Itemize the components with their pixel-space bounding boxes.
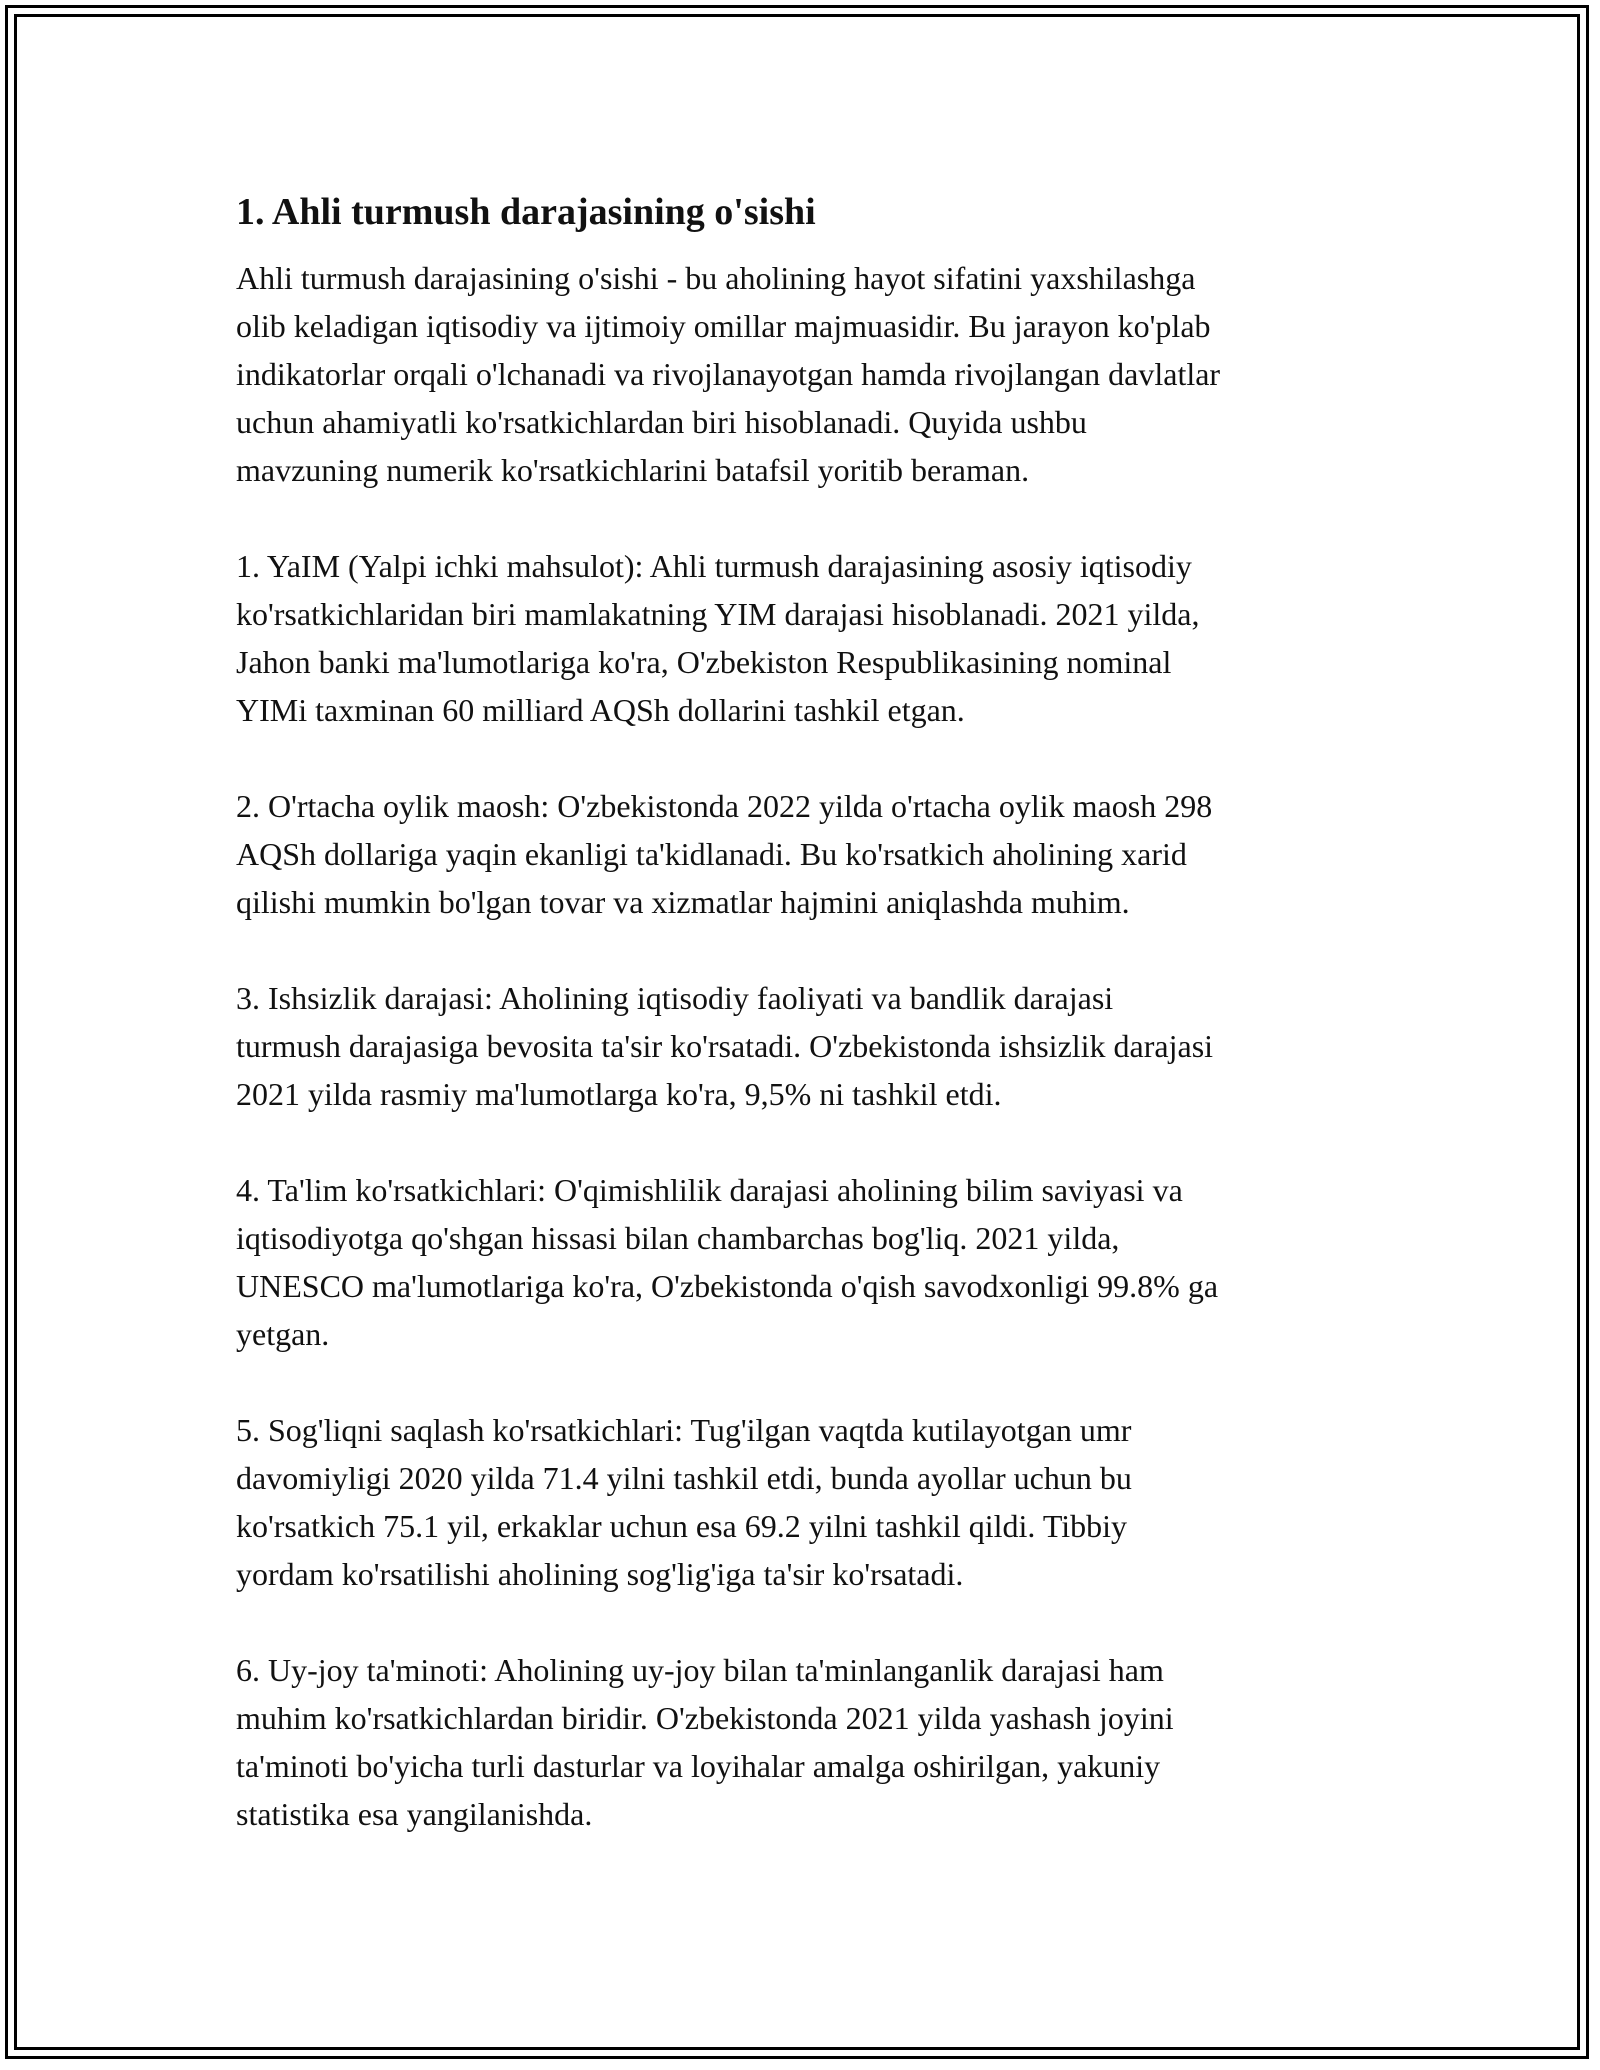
text-line: yetgan. [236,1316,330,1352]
text-line: 5. Sog'liqni saqlash ko'rsatkichlari: Tug'ilgan vaqtda kutilayotgan umr [236,1412,1132,1448]
paragraph-education [236,1166,1366,1358]
paragraph-housing [236,1646,1366,1838]
paragraph-intro [236,254,1366,494]
text-line: yordam ko'rsatilishi aholining sog'lig'iga ta'sir ko'rsatadi. [236,1556,964,1592]
text-line: muhim ko'rsatkichlardan biridir. O'zbekistonda 2021 yilda yashash joyini [236,1700,1174,1736]
paragraph-unemployment [236,974,1366,1118]
text-line: indikatorlar orqali o'lchanadi va rivojlanayotgan hamda rivojlangan davlatlar [236,356,1221,392]
text-line: Jahon banki ma'lumotlariga ko'ra, O'zbekiston Respublikasining nominal [236,644,1172,680]
document-title: 1. Ahli turmush darajasining o'sishi [236,191,816,233]
text-line: Ahli turmush darajasining o'sishi - bu aholining hayot sifatini yaxshilashga [236,260,1196,296]
text-line: ko'rsatkichlaridan biri mamlakatning YIM darajasi hisoblanadi. 2021 yilda, [236,596,1200,632]
paragraph-salary [236,782,1366,926]
text-line: 3. Ishsizlik darajasi: Aholining iqtisodiy faoliyati va bandlik darajasi [236,980,1114,1016]
text-line: UNESCO ma'lumotlariga ko'ra, O'zbekistonda o'qish savodxonligi 99.8% ga [236,1268,1219,1304]
text-line: mavzuning numerik ko'rsatkichlarini batafsil yoritib beraman. [236,452,1030,488]
text-line: statistika esa yangilanishda. [236,1796,593,1832]
text-line: uchun ahamiyatli ko'rsatkichlardan biri hisoblanadi. Quyida ushbu [236,404,1087,440]
document-body [236,186,1366,1886]
text-line: iqtisodiyotga qo'shgan hissasi bilan chambarchas bog'liq. 2021 yilda, [236,1220,1120,1256]
text-line: YIMi taxminan 60 milliard AQSh dollarini tashkil etgan. [236,692,965,728]
paragraph-gdp [236,542,1366,734]
text-line: davomiyligi 2020 yilda 71.4 yilni tashkil etdi, bunda ayollar uchun bu [236,1460,1132,1496]
text-line: qilishi mumkin bo'lgan tovar va xizmatlar hajmini aniqlashda muhim. [236,884,1130,920]
text-line: olib keladigan iqtisodiy va ijtimoiy omillar majmuasidir. Bu jarayon ko'plab [236,308,1211,344]
text-line: 4. Ta'lim ko'rsatkichlari: O'qimishlilik darajasi aholining bilim saviyasi va [236,1172,1183,1208]
text-line: AQSh dollariga yaqin ekanligi ta'kidlanadi. Bu ko'rsatkich aholining xarid [236,836,1187,872]
text-line: 6. Uy-joy ta'minoti: Aholining uy-joy bilan ta'minlanganlik darajasi ham [236,1652,1164,1688]
text-line: turmush darajasiga bevosita ta'sir ko'rsatadi. O'zbekistonda ishsizlik darajasi [236,1028,1214,1064]
text-line: 2021 yilda rasmiy ma'lumotlarga ko'ra, 9,5% ni tashkil etdi. [236,1076,1002,1112]
text-line: ta'minoti bo'yicha turli dasturlar va loyihalar amalga oshirilgan, yakuniy [236,1748,1161,1784]
text-line: 1. YaIM (Yalpi ichki mahsulot): Ahli turmush darajasining asosiy iqtisodiy [236,548,1192,584]
text-line: ko'rsatkich 75.1 yil, erkaklar uchun esa 69.2 yilni tashkil qildi. Tibbiy [236,1508,1128,1544]
paragraph-health [236,1406,1366,1598]
text-line: 2. O'rtacha oylik maosh: O'zbekistonda 2022 yilda o'rtacha oylik maosh 298 [236,788,1213,824]
